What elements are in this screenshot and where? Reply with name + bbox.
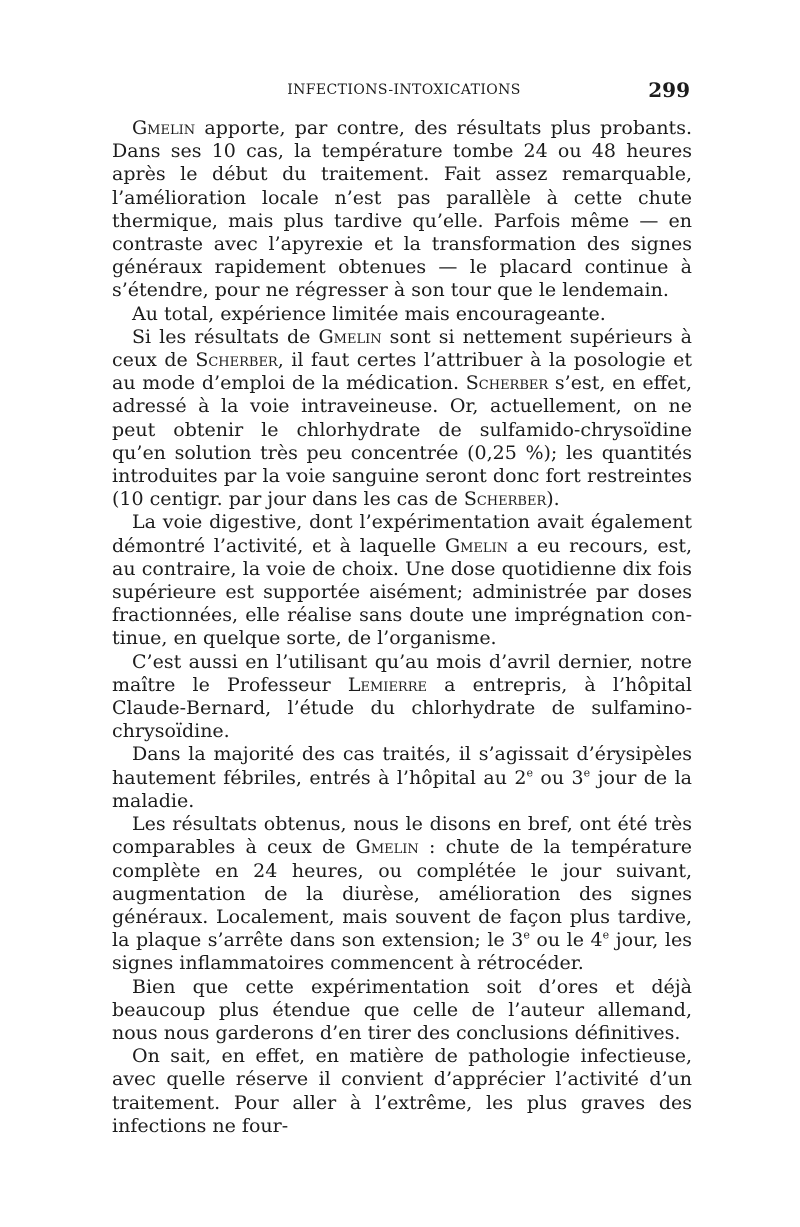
superscript: e xyxy=(526,766,533,780)
paragraph xyxy=(112,1045,692,1138)
paragraph xyxy=(112,326,692,512)
author-name: Scherber xyxy=(195,349,278,372)
paragraph xyxy=(112,117,692,303)
text-run: Bien que cette expérimentation soit d’ores et déjà beaucoup plus étendue que celle de l’auteur allemand, nous nous garderons d’en tirer des conclusions définitives. xyxy=(112,975,692,1044)
author-name: Gmelin xyxy=(132,117,196,139)
text-run: La voie digestive, dont l’expérimentation avait également démontré l’activité, et à laquelle xyxy=(112,511,692,557)
paragraph xyxy=(112,813,692,975)
author-name: Gmelin xyxy=(318,325,382,348)
superscript: e xyxy=(523,928,530,942)
author-name: Gmelin xyxy=(444,534,509,557)
text-run: Les résultats obtenus, nous le disons en bref, ont été très comparables à ceux de xyxy=(112,813,692,859)
text-run: C’est aussi en l’utilisant qu’au mois d’avril dernier, notre maître le Professeur xyxy=(112,650,692,696)
running-header xyxy=(118,78,690,102)
text-run: jour de la maladie. xyxy=(112,766,692,812)
author-name: Scherber xyxy=(463,488,547,511)
text-run: a entrepris, à l’hôpital Claude-Bernard, l’étude du chlorhydrate de sulfamino-chrysoïdine. xyxy=(112,673,692,743)
text-run: ). xyxy=(546,488,560,511)
text-run: s’est, en effet, adressé à la voie intraveineuse. Or, actuellement, on ne peut obtenir le chlorhydrate de sulfamido-chrysoïdine qu’en solution très peu concentrée (0,25 %); les quantités introduites par la voie sanguine seront donc fort restreintes (10 centigr. par jour dans les cas de xyxy=(112,372,692,511)
paragraph xyxy=(112,976,692,1046)
paragraph xyxy=(112,303,692,326)
text-run: ou le 4 xyxy=(529,929,603,952)
page-number: 299 xyxy=(648,78,690,102)
text-run: Dans la majorité des cas traités, il s’agissait d’érysipèles hautement fébriles, entrés à l’hôpital au 2 xyxy=(112,743,692,789)
paragraph xyxy=(112,511,692,650)
paragraph xyxy=(112,743,692,813)
superscript: e xyxy=(583,766,591,780)
text-run: apporte, par contre, des résultats plus probants. Dans ses 10 cas, la température tombe 24 ou 48 heures après le début du traitement. Fait assez remarquable, l’amélioration locale n’est pas parallèle à cette chute thermique, mais plus tardive qu’elle. Parfois même — en contraste avec l’apyrexie et la transformation des signes généraux rapidement obtenues — le placard continue à s’étendre, pour ne régresser à son tour que le lendemain. xyxy=(112,117,692,302)
running-title: INFECTIONS-INTOXICATIONS xyxy=(287,82,521,98)
text-run: Au total, expérience limitée mais encourageante. xyxy=(132,302,606,325)
paragraph xyxy=(112,651,692,744)
text-run: On sait, en effet, en matière de pathologie infectieuse, avec quelle réserve il convient d’apprécier l’activité d’un traitement. Pour aller à l’extrême, les plus graves des infections ne four- xyxy=(112,1045,692,1137)
body-text xyxy=(112,117,692,1138)
text-run: ou 3 xyxy=(532,766,584,789)
superscript: e xyxy=(602,928,610,942)
text-run: sont si nettement supérieurs à ceux de xyxy=(112,325,692,372)
text-run: : chute de la température complète en 24 heures, ou complétée le jour suivant, augmentation de la diurèse, amélioration des signes généraux. Localement, mais souvent de façon plus tardive, la plaque s’arrête dans son extension; le 3 xyxy=(112,836,692,952)
text-run: , il faut certes l’attribuer à la posologie et au mode d’emploi de la médication. xyxy=(112,349,692,395)
text-run: Si les résultats de xyxy=(132,325,319,348)
text-run: a eu recours, est, au contraire, la voie de choix. Une dose quotidienne dix fois supérieure est supportée aisément; administrée par doses fractionnées, elle réalise sans doute une imprégnation continue, en quelque sorte, de l’organisme. xyxy=(112,534,693,650)
author-name: Lemierre xyxy=(347,673,427,696)
author-name: Scherber xyxy=(465,372,549,395)
text-run: jour, les signes inflammatoires commencent à rétrocéder. xyxy=(112,929,692,975)
author-name: Gmelin xyxy=(355,836,419,859)
